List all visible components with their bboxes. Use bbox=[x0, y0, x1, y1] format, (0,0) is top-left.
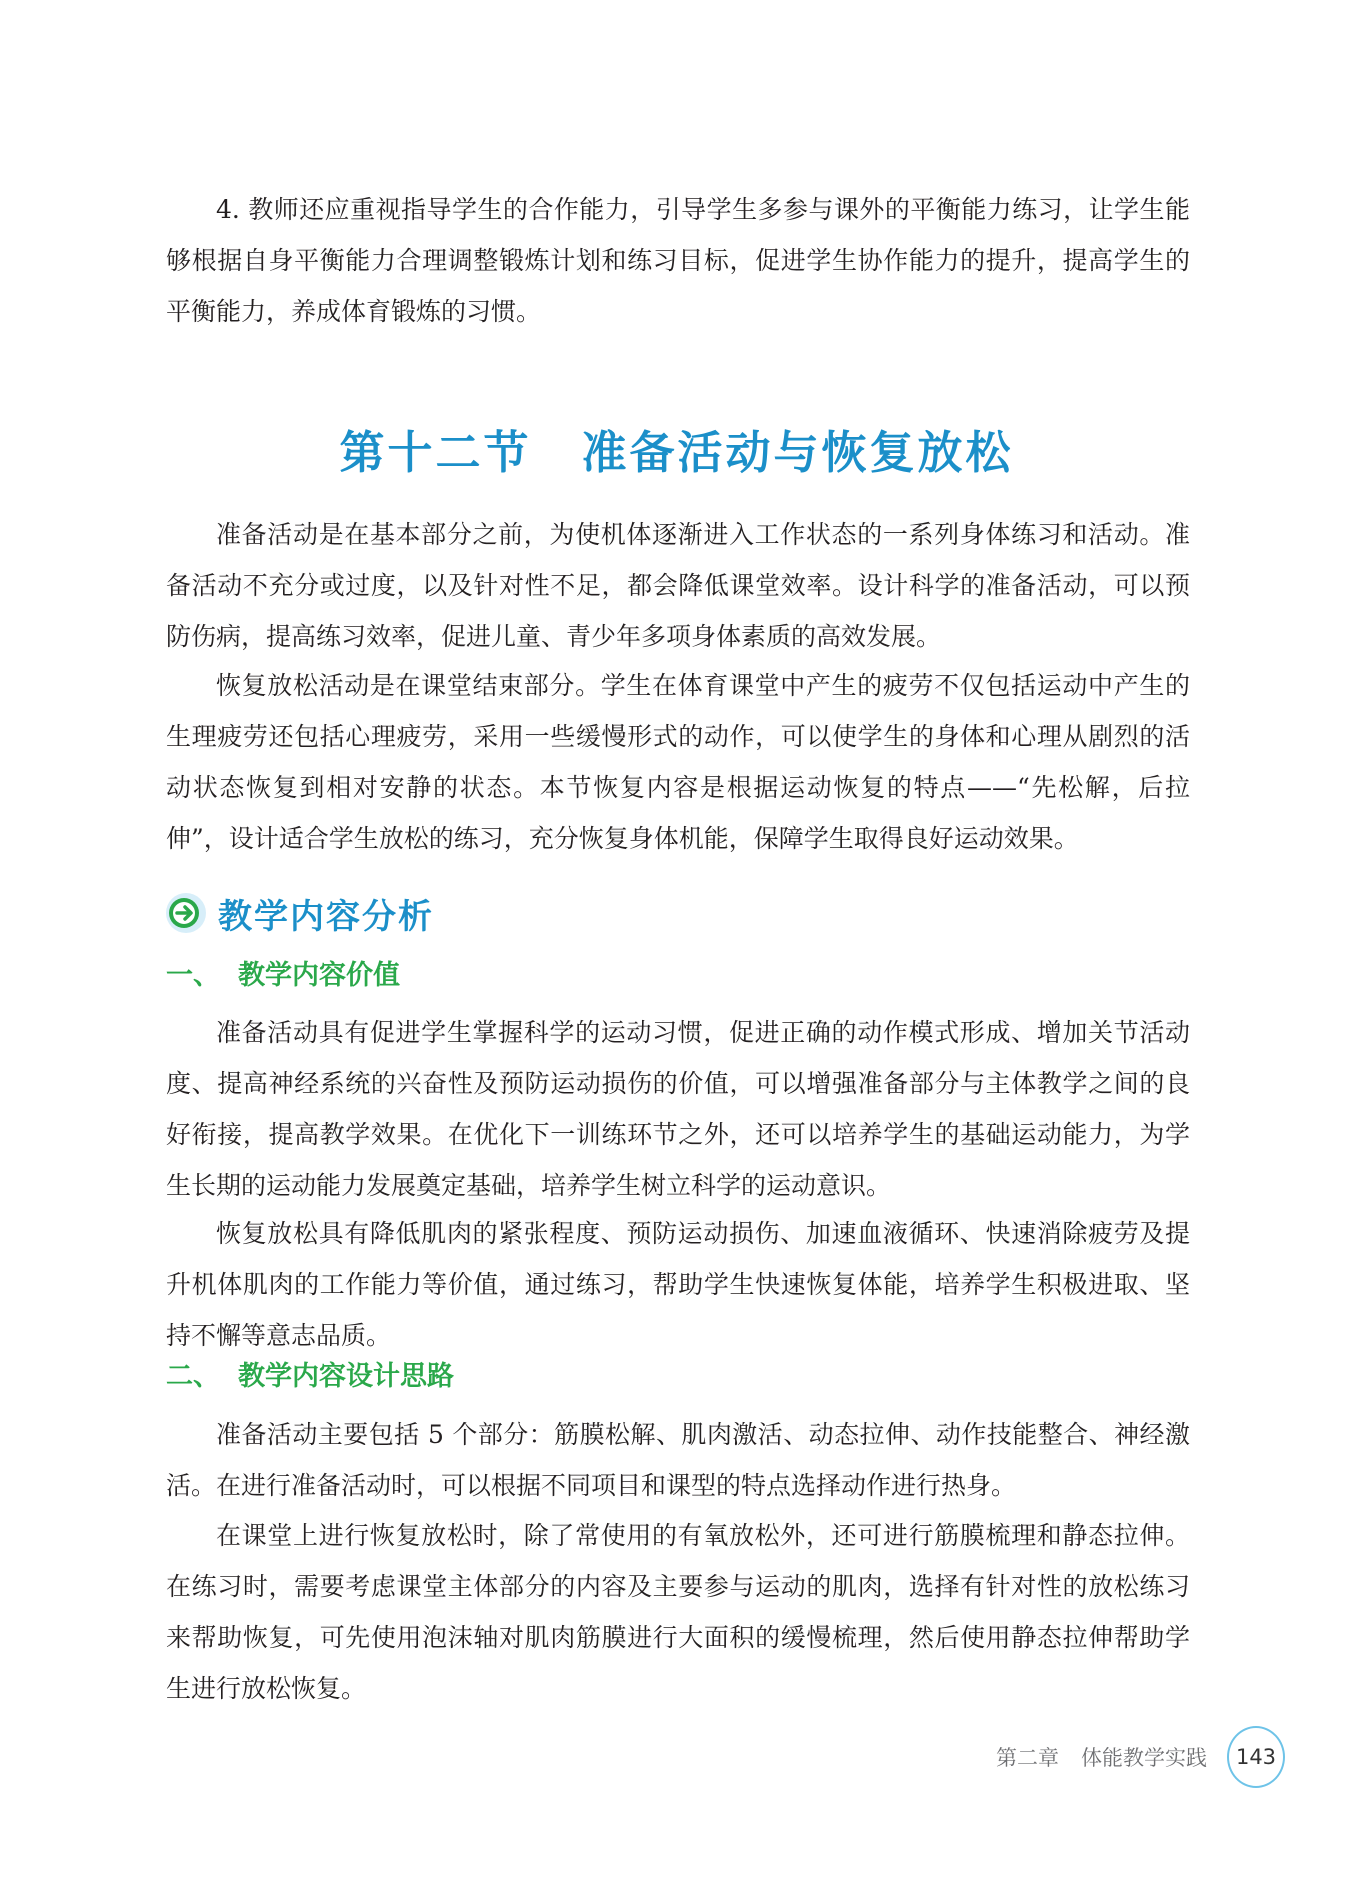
subsection-heading-design bbox=[166, 1354, 454, 1393]
intro-paragraph-warmup: 准备活动是在基本部分之前，为使机体逐渐进入工作状态的一系列身体练习和活动。准备活动不充分或过度，以及针对性不足，都会降低课堂效率。设计科学的准备活动，可以预防伤病，提高练习效率，促进儿童、青少年多项身体素质的高效发展。 bbox=[166, 520, 1190, 651]
subsection-heading-value bbox=[166, 953, 400, 992]
page-footer bbox=[996, 1726, 1285, 1788]
section-title bbox=[0, 416, 1353, 481]
subsection-number: 一、 bbox=[166, 960, 220, 991]
section-number: 第十二节 bbox=[339, 426, 532, 479]
page-number: 143 bbox=[1227, 1726, 1285, 1788]
footer-chapter: 第二章 bbox=[996, 1746, 1059, 1770]
running-footer bbox=[996, 1742, 1207, 1772]
arrow-circle-icon bbox=[164, 891, 208, 935]
paragraph-point-4: 4. 教师还应重视指导学生的合作能力，引导学生多参与课外的平衡能力练习，让学生能够根据自身平衡能力合理调整锻炼计划和练习目标，促进学生协作能力的提升，提高学生的平衡能力，养成体育锻炼的习惯。 bbox=[166, 195, 1190, 326]
design-paragraph-warmup: 准备活动主要包括 5 个部分：筋膜松解、肌肉激活、动态拉伸、动作技能整合、神经激活。在进行准备活动时，可以根据不同项目和课型的特点选择动作进行热身。 bbox=[166, 1420, 1190, 1500]
subsection-title: 教学内容设计思路 bbox=[238, 1361, 454, 1392]
section-name: 准备活动与恢复放松 bbox=[581, 426, 1014, 479]
design-paragraph-recovery: 在课堂上进行恢复放松时，除了常使用的有氧放松外，还可进行筋膜梳理和静态拉伸。在练习时，需要考虑课堂主体部分的内容及主要参与运动的肌肉，选择有针对性的放松练习来帮助恢复，可先使用泡沫轴对肌肉筋膜进行大面积的缓慢梳理，然后使用静态拉伸帮助学生进行放松恢复。 bbox=[166, 1521, 1190, 1703]
subsection-title: 教学内容价值 bbox=[238, 960, 400, 991]
intro-paragraph-recovery: 恢复放松活动是在课堂结束部分。学生在体育课堂中产生的疲劳不仅包括运动中产生的生理疲劳还包括心理疲劳，采用一些缓慢形式的动作，可以使学生的身体和心理从剧烈的活动状态恢复到相对安静的状态。本节恢复内容是根据运动恢复的特点——“先松解，后拉伸”，设计适合学生放松的练习，充分恢复身体机能，保障学生取得良好运动效果。 bbox=[166, 671, 1190, 853]
value-paragraph-recovery: 恢复放松具有降低肌肉的紧张程度、预防运动损伤、加速血液循环、快速消除疲劳及提升机体肌肉的工作能力等价值，通过练习，帮助学生快速恢复体能，培养学生积极进取、坚持不懈等意志品质。 bbox=[166, 1219, 1190, 1350]
module-heading bbox=[164, 888, 434, 938]
module-title: 教学内容分析 bbox=[218, 896, 434, 937]
value-paragraph-warmup: 准备活动具有促进学生掌握科学的运动习惯，促进正确的动作模式形成、增加关节活动度、提高神经系统的兴奋性及预防运动损伤的价值，可以增强准备部分与主体教学之间的良好衔接，提高教学效果。在优化下一训练环节之外，还可以培养学生的基础运动能力，为学生长期的运动能力发展奠定基础，培养学生树立科学的运动意识。 bbox=[166, 1018, 1190, 1200]
footer-chapter-title: 体能教学实践 bbox=[1081, 1746, 1207, 1770]
subsection-number: 二、 bbox=[166, 1361, 220, 1392]
